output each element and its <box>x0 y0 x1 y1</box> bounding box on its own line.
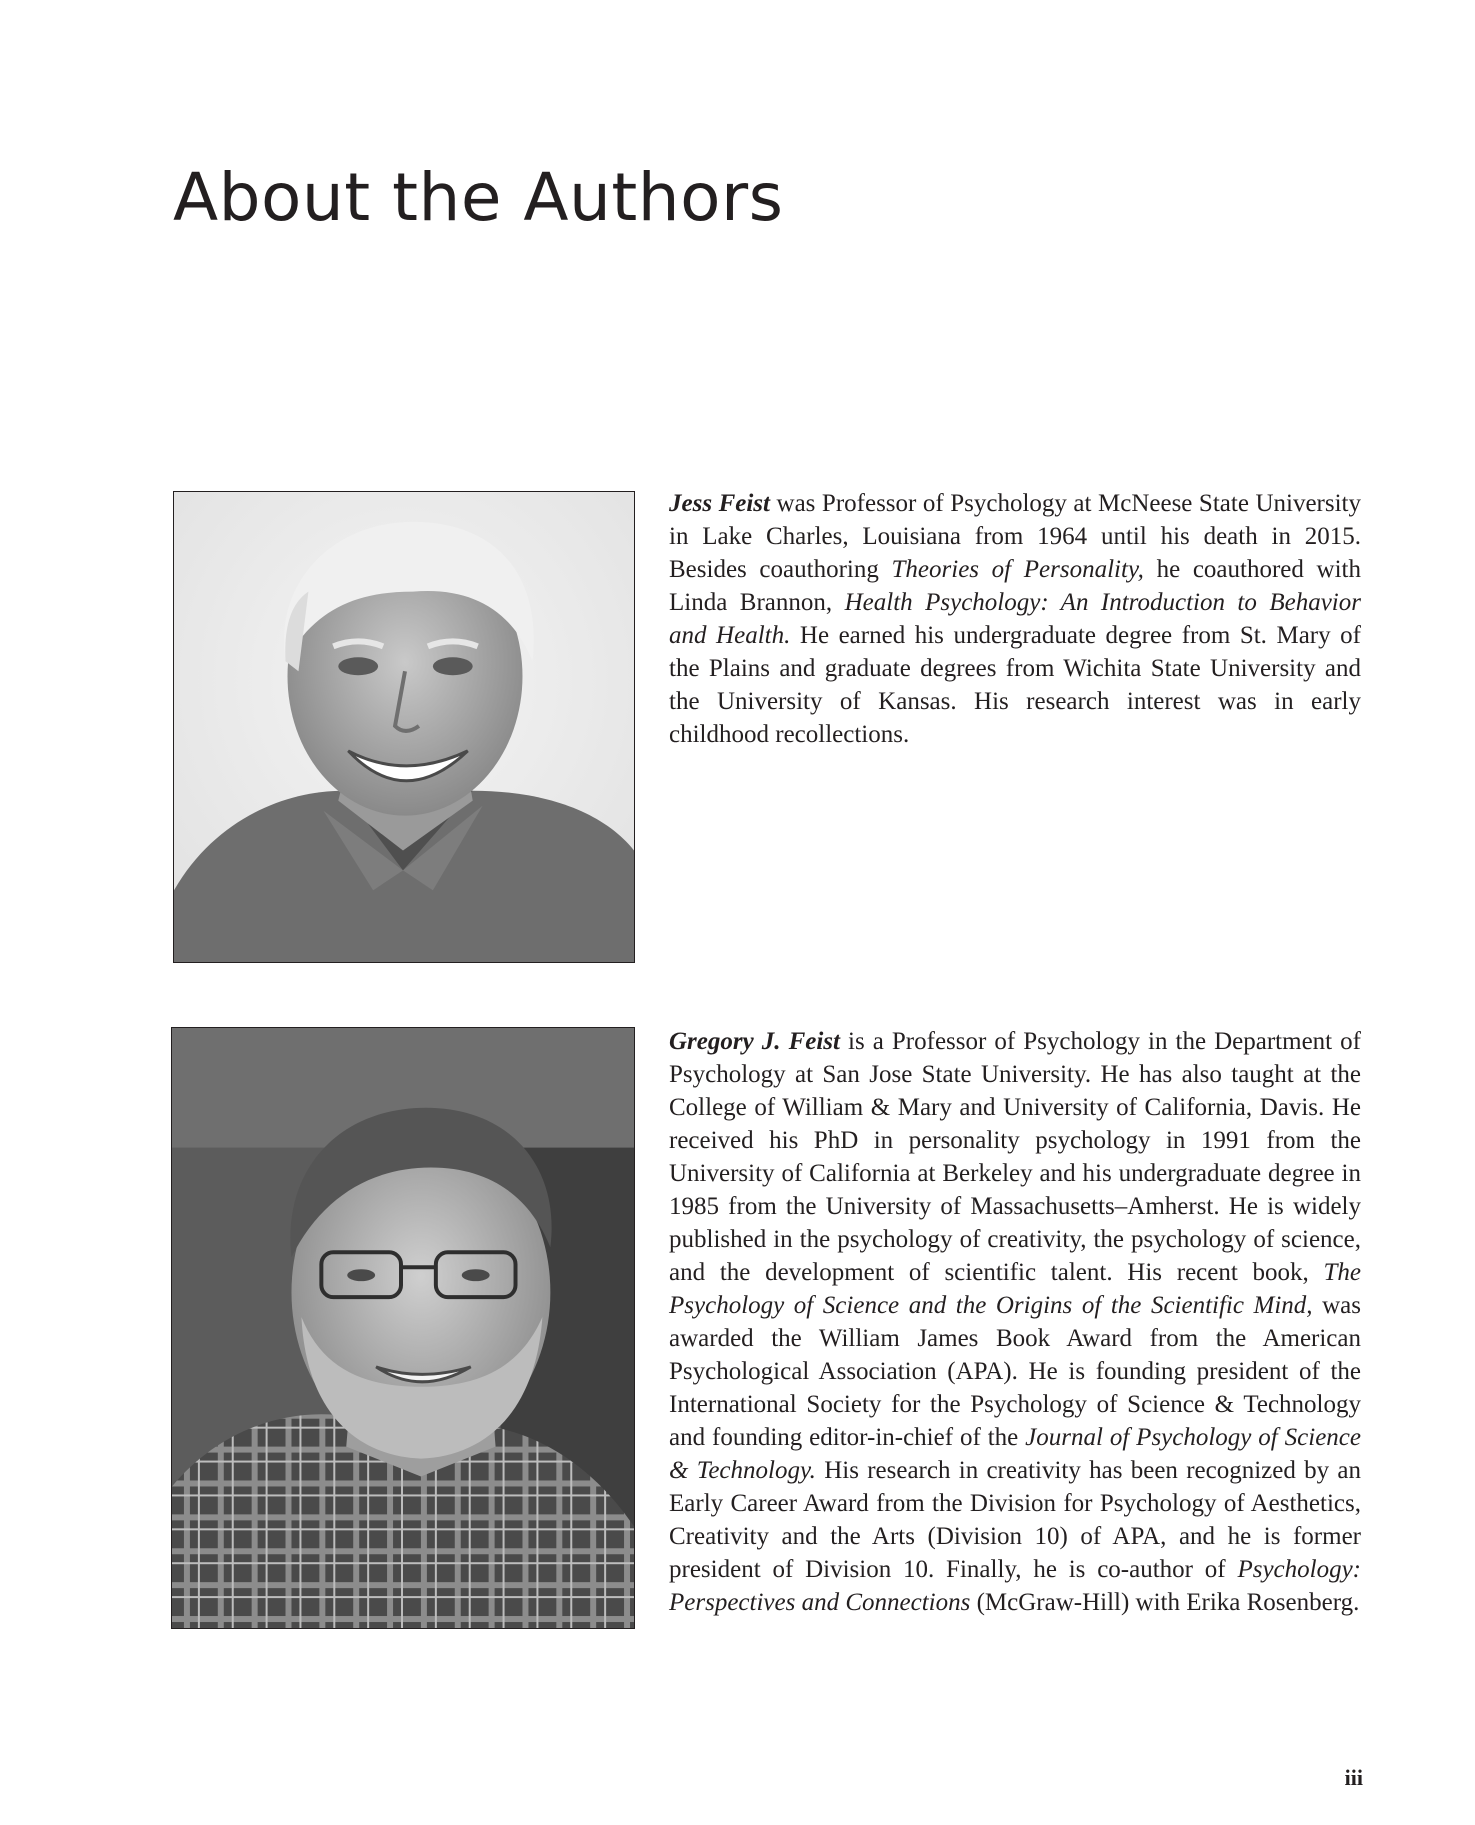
author-photo-jess-feist <box>173 491 635 963</box>
book-title: Journal of Psychology of Science & Technology. <box>669 1424 1361 1484</box>
author-bio-gregory-feist <box>669 1025 1361 1619</box>
book-title: The Psychology of Science and the Origins of the Scientific Mind, <box>669 1259 1361 1319</box>
page-number: iii <box>1344 1765 1363 1790</box>
portrait-photo-icon <box>172 1028 634 1628</box>
author-photo-gregory-feist <box>171 1027 635 1629</box>
bio-text: he coauthored with Linda Brannon, <box>669 556 1362 616</box>
book-title: Psychology: Perspectives and Connections <box>669 1556 1361 1616</box>
author-name: Gregory J. Feist <box>669 1028 840 1055</box>
bio-text: (McGraw-Hill) with Erika Rosenberg. <box>970 1589 1360 1616</box>
bio-text: is a Professor of Psychology in the Department of Psychology at San Jose State University. He has also taught at the College of William & Mary and University of California, Davis. He received his PhD in personality psychology in 1991 from the University of California at Berkeley and his undergraduate degree in 1985 from the University of Massachusetts–Amherst. He is widely published in the psychology of creativity, the psychology of science, and the development of scientific talent. His recent book, <box>669 1028 1361 1286</box>
portrait-photo-icon <box>174 492 634 962</box>
bio-text: was Professor of Psychology at McNeese State University in Lake Charles, Louisiana from 1964 until his death in 2015. Besides coauthoring <box>669 490 1361 583</box>
book-title: Theories of Personality, <box>891 556 1144 583</box>
page-title: About the Authors <box>173 159 784 236</box>
author-bio-jess-feist <box>669 487 1361 751</box>
bio-text: He earned his undergraduate degree from St. Mary of the Plains and graduate degrees from Wichita State University and the University of Kansas. His research interest was in early childhood recollections. <box>669 622 1361 748</box>
book-title: Health Psychology: An Introduction to Behavior and Health. <box>669 589 1361 649</box>
bio-text: His research in creativity has been recognized by an Early Career Award from the Division for Psychology of Aesthetics, Creativity and the Arts (Division 10) of APA, and he is former president of Division 10. Finally, he is co-author of <box>669 1457 1361 1583</box>
author-name: Jess Feist <box>669 490 770 517</box>
bio-text: was awarded the William James Book Award from the American Psychological Association (APA). He is founding president of the International Society for the Psychology of Science & Technology and founding editor-in-chief of the <box>669 1292 1361 1451</box>
